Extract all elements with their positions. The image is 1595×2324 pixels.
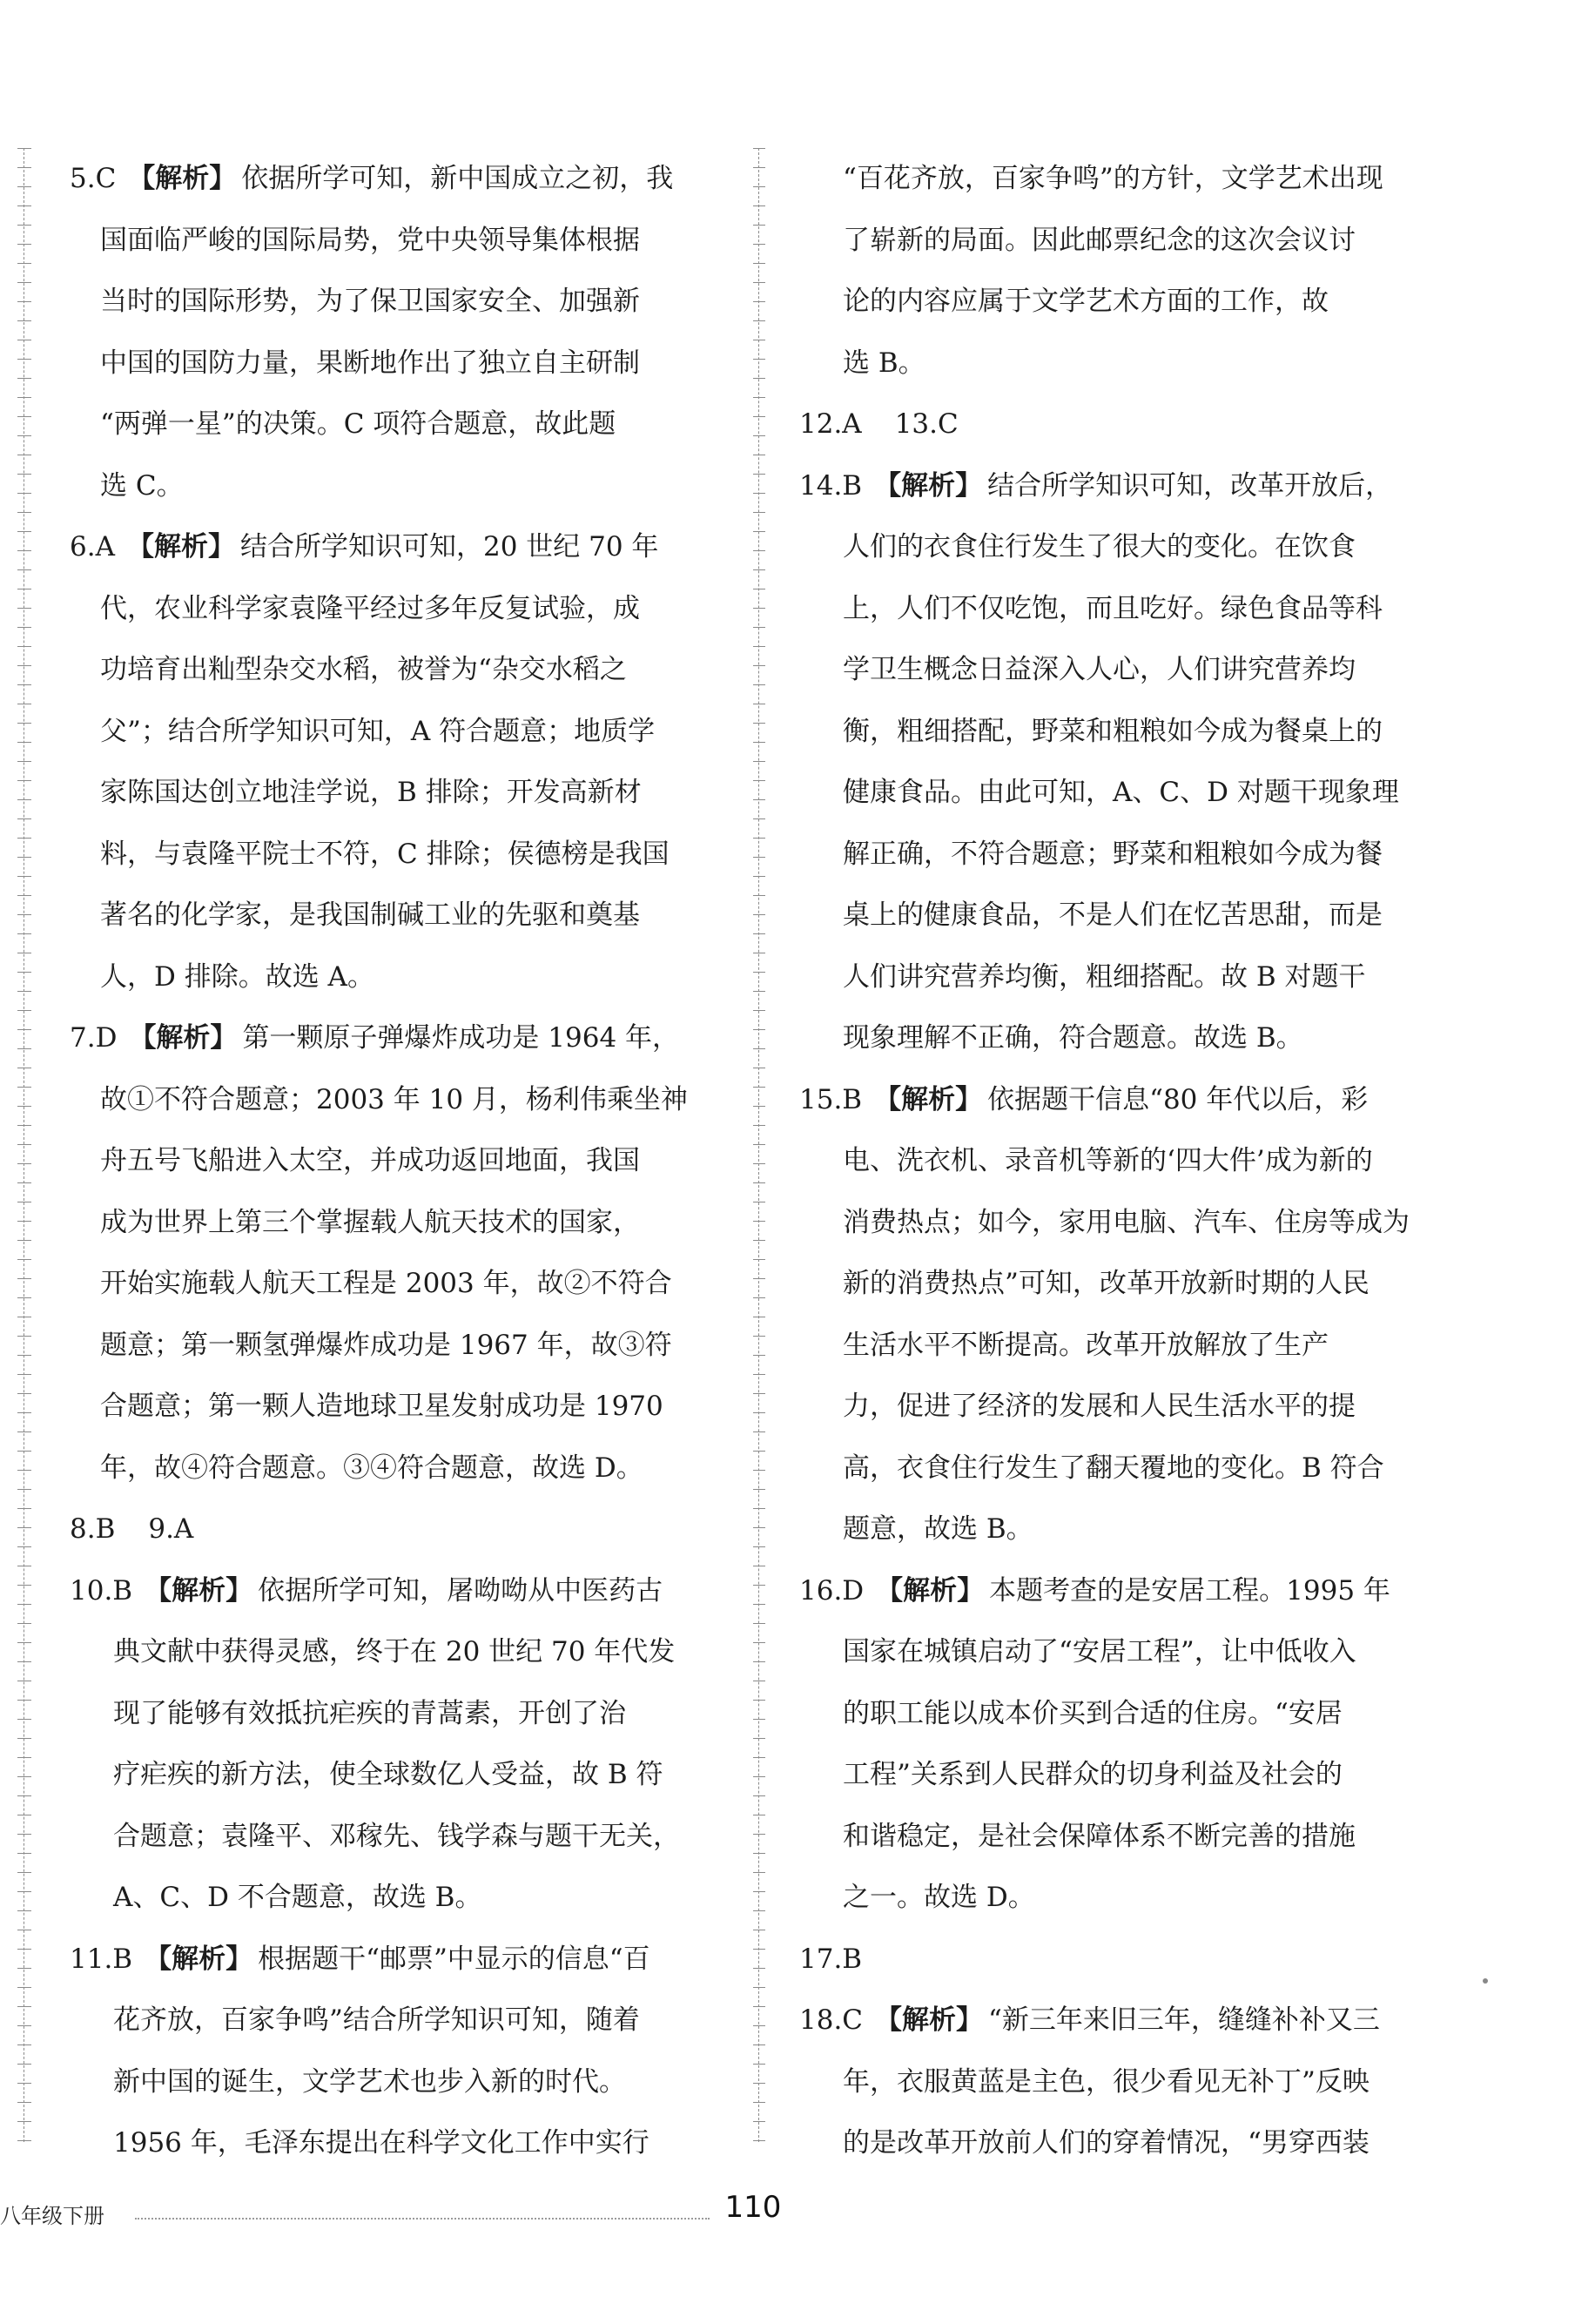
binding-tick (17, 780, 31, 781)
analysis-tag: 【解析】 (126, 531, 235, 562)
binding-tick (17, 1700, 31, 1701)
binding-tick (17, 397, 31, 398)
binding-tick (753, 723, 765, 724)
binding-tick (753, 646, 765, 647)
book-label: 八年级下册 (0, 2204, 104, 2228)
binding-tick (753, 186, 765, 187)
binding-tick (17, 2064, 31, 2065)
binding-tick (17, 2044, 31, 2045)
binding-tick (753, 1719, 765, 1720)
binding-tick (753, 684, 765, 685)
binding-tick (753, 608, 765, 609)
binding-tick (753, 2064, 765, 2065)
analysis-tag: 【解析】 (874, 469, 983, 502)
binding-tick (753, 1355, 765, 1356)
binding-tick (753, 1087, 765, 1088)
binding-tick (17, 512, 31, 513)
binding-tick (17, 723, 31, 724)
answer-item-11-continued: “百花齐放，百家争鸣”的方针，文学艺术出现 了崭新的局面。因此邮票纪念的这次会议讨 论的内容应属于文学艺术方面的工作，故 选 B。 (843, 163, 1383, 379)
binding-tick (17, 186, 31, 187)
binding-tick (753, 1738, 765, 1739)
binding-tick (17, 1374, 31, 1375)
answer-item-18: 18.C 【解析】 “新三年来旧三年，缝缝补补又三 年，衣服黄蓝是主色，很少看见无补丁”反映 的是改革开放前人们的穿着情况，“男穿西装 (799, 2004, 1380, 2159)
binding-tick (17, 1834, 31, 1835)
binding-tick (753, 2140, 765, 2141)
binding-tick (753, 933, 765, 934)
binding-tick (17, 205, 31, 206)
binding-tick (17, 991, 31, 992)
binding-tick (753, 1853, 765, 1854)
binding-tick (17, 799, 31, 800)
binding-tick (17, 1278, 31, 1279)
binding-tick (753, 1795, 765, 1796)
binding-tick (17, 1585, 31, 1586)
analysis-tag: 【解析】 (875, 2004, 984, 2036)
binding-tick (17, 1106, 31, 1107)
binding-tick (753, 876, 765, 877)
answer-item-12-13: 12.A 13.C (799, 408, 959, 440)
binding-tick (753, 282, 765, 283)
answer-item-7: 7.D 【解析】 第一颗原子弹爆炸成功是 1964 年， 故①不符合题意；2003 年 10 月，杨利伟乘坐神 舟五号飞船进入太空，并成功返回地面，我国 成为世界上第三个掌握载人航天技术的国家， 开始实施载人航天工程是 2003 年，故②不符合 题意；第一颗氢弹爆炸成功是 1967 年，故③符 合题意；第一颗人造地球卫星发射成功是 1970 年，故④符合题意。③④符合题意，故选 D。 (70, 1022, 688, 1484)
binding-tick (17, 1355, 31, 1356)
binding-tick (17, 1949, 31, 1950)
binding-tick (17, 914, 31, 915)
binding-tick (753, 474, 765, 475)
binding-tick (753, 991, 765, 992)
binding-tick (17, 1412, 31, 1413)
binding-tick (17, 1489, 31, 1490)
binding-tick (17, 301, 31, 302)
binding-tick (17, 1144, 31, 1145)
binding-tick (17, 474, 31, 475)
binding-tick (17, 2006, 31, 2007)
analysis-tag: 【解析】 (876, 1574, 985, 1607)
binding-tick (17, 608, 31, 609)
binding-tick (17, 742, 31, 743)
binding-tick (753, 1623, 765, 1624)
binding-tick (17, 569, 31, 570)
binding-tick (753, 1182, 765, 1183)
binding-tick (17, 2121, 31, 2122)
binding-tick (17, 550, 31, 551)
binding-tick (17, 263, 31, 264)
binding-tick (753, 914, 765, 915)
binding-tick (753, 1221, 765, 1222)
binding-tick (753, 1987, 765, 1988)
binding-tick (753, 1297, 765, 1298)
binding-tick (17, 1451, 31, 1452)
binding-tick (753, 1910, 765, 1911)
right-column (799, 148, 1439, 2174)
binding-tick (17, 282, 31, 283)
binding-tick (753, 1776, 765, 1777)
column-divider (752, 148, 766, 2142)
binding-tick (753, 1642, 765, 1643)
binding-tick (17, 1431, 31, 1432)
binding-tick (753, 1010, 765, 1011)
binding-tick (17, 2083, 31, 2084)
binding-tick (753, 1949, 765, 1950)
binding-tick (17, 1872, 31, 1873)
footer-dotted-rule (135, 2218, 710, 2220)
binding-tick (17, 1240, 31, 1241)
page-footer (0, 2190, 1595, 2242)
binding-tick (753, 2083, 765, 2084)
binding-tick (753, 857, 765, 858)
binding-tick (17, 933, 31, 934)
binding-tick (753, 1508, 765, 1509)
binding-tick (17, 1987, 31, 1988)
binding-tick (17, 1163, 31, 1164)
binding-tick (753, 1834, 765, 1835)
binding-tick (753, 1278, 765, 1279)
binding-tick (753, 225, 765, 226)
binding-tick (753, 1546, 765, 1547)
binding-tick (17, 1470, 31, 1471)
answer-item-15: 15.B 【解析】 依据题干信息“80 年代以后，彩 电、洗衣机、录音机等新的‘四大件’成为新的 消费热点；如今，家用电脑、汽车、住房等成为 新的消费热点”可知，改革开放新时期的人民 生活水平不断提高。改革开放解放了生产 力，促进了经济的发展和人民生活水平的提 高，衣食住行发生了翻天覆地的变化。B 符合 题意，故选 B。 (799, 1083, 1410, 1545)
binding-tick (17, 1968, 31, 1969)
analysis-tag: 【解析】 (145, 1574, 253, 1607)
binding-tick (753, 1431, 765, 1432)
binding-tick (17, 1546, 31, 1547)
binding-tick (17, 1508, 31, 1509)
binding-tick (17, 2025, 31, 2026)
answer-item-5: 5.C 【解析】 依据所学可知，新中国成立之初，我 国面临严峻的国际局势，党中央领导集体根据 当时的国际形势，为了保卫国家安全、加强新 中国的国防力量，果断地作出了独立自主研制 “两弹一星”的决策。C 项符合题意，故此题 选 C。 (70, 163, 674, 502)
binding-margin (17, 148, 31, 2142)
binding-tick (17, 1623, 31, 1624)
binding-tick (753, 742, 765, 743)
binding-tick (753, 2006, 765, 2007)
binding-tick (17, 1853, 31, 1854)
binding-tick (753, 1240, 765, 1241)
binding-tick (17, 531, 31, 532)
binding-tick (17, 1719, 31, 1720)
binding-tick (17, 1221, 31, 1222)
analysis-tag: 【解析】 (874, 1083, 983, 1115)
binding-tick (753, 416, 765, 417)
binding-tick (753, 761, 765, 762)
binding-tick (17, 435, 31, 436)
answer-item-17: 17.B (799, 1943, 863, 1975)
binding-tick (753, 205, 765, 206)
binding-tick (17, 1776, 31, 1777)
answer-item-14: 14.B 【解析】 结合所学知识可知，改革开放后， 人们的衣食住行发生了很大的变化。在饮食 上，人们不仅吃饱，而且吃好。绿色食品等科 学卫生概念日益深入人心，人们讲究营养均 衡，粗细搭配，野菜和粗粮如今成为餐桌上的 健康食品。由此可知，A、C、D 对题干现象理 解正确，不符合题意；野菜和粗粮如今成为餐 桌上的健康食品，不是人们在忆苦思甜，而是 人们讲究营养均衡，粗细搭配。故 B 对题干 现象理解不正确，符合题意。故选 B。 (799, 469, 1399, 1054)
binding-tick (17, 1048, 31, 1049)
binding-tick (753, 569, 765, 570)
binding-tick (17, 857, 31, 858)
binding-tick (753, 1968, 765, 1969)
binding-tick (17, 378, 31, 379)
binding-tick (17, 627, 31, 628)
binding-tick (753, 167, 765, 168)
binding-tick (17, 493, 31, 494)
binding-tick (753, 493, 765, 494)
binding-tick (17, 665, 31, 666)
binding-tick (17, 167, 31, 168)
binding-tick (753, 550, 765, 551)
binding-tick (17, 1393, 31, 1394)
binding-tick (753, 1757, 765, 1758)
binding-tick (753, 1661, 765, 1662)
binding-tick (753, 1336, 765, 1337)
binding-tick (753, 665, 765, 666)
answer-item-8-9: 8.B 9.A (70, 1513, 194, 1545)
binding-tick (753, 301, 765, 302)
binding-tick (17, 244, 31, 245)
binding-tick (753, 244, 765, 245)
binding-tick (753, 1527, 765, 1528)
binding-tick (753, 531, 765, 532)
binding-tick (17, 148, 31, 149)
binding-tick (753, 1393, 765, 1394)
binding-tick (753, 148, 765, 149)
binding-tick (753, 435, 765, 436)
binding-tick (753, 1489, 765, 1490)
binding-tick (17, 895, 31, 896)
binding-tick (17, 1795, 31, 1796)
binding-tick (753, 1891, 765, 1892)
binding-tick (17, 2140, 31, 2141)
binding-tick (17, 1029, 31, 1030)
binding-tick (753, 1106, 765, 1107)
binding-tick (753, 1700, 765, 1701)
binding-tick (753, 1163, 765, 1164)
binding-tick (753, 627, 765, 628)
binding-tick (17, 1527, 31, 1528)
left-column (70, 148, 710, 2174)
binding-tick (753, 2044, 765, 2045)
binding-tick (753, 818, 765, 819)
binding-tick (753, 2025, 765, 2026)
binding-tick (753, 1029, 765, 1030)
binding-tick (17, 359, 31, 360)
scan-speck (1483, 1978, 1488, 1984)
binding-tick (17, 1757, 31, 1758)
binding-tick (17, 1010, 31, 1011)
answer-item-6: 6.A 【解析】 结合所学知识可知，20 世纪 70 年 代，农业科学家袁隆平经过多年反复试验，成 功培育出籼型杂交水稻，被誉为“杂交水稻之 父”；结合所学知识可知，A 符合题意；地质学 家陈国达创立地洼学说，B 排除；开发高新材 料，与袁隆平院士不符，C 排除；侯德榜是我国 著名的化学家，是我国制碱工业的先驱和奠基 人，D 排除。故选 A。 (70, 531, 670, 993)
binding-tick (17, 1738, 31, 1739)
binding-tick (17, 1087, 31, 1088)
binding-tick (17, 1910, 31, 1911)
binding-tick (753, 2102, 765, 2103)
binding-tick (753, 1604, 765, 1605)
answer-item-10: 10.B 【解析】 依据所学可知，屠呦呦从中医药古 典文献中获得灵感，终于在 20 世纪 70 年代发 现了能够有效抵抗疟疾的青蒿素，开创了治 疗疟疾的新方法，使全球数亿人受益，故 B 符 合题意；袁隆平、邓稼先、钱学森与题干无关， A、C、D 不合题意，故选 B。 (70, 1574, 680, 1913)
binding-tick (17, 1661, 31, 1662)
binding-tick (753, 378, 765, 379)
binding-tick (753, 895, 765, 896)
binding-tick (17, 818, 31, 819)
binding-tick (753, 359, 765, 360)
binding-tick (753, 1374, 765, 1375)
binding-tick (753, 397, 765, 398)
binding-tick (753, 1585, 765, 1586)
binding-tick (17, 1336, 31, 1337)
binding-tick (753, 1144, 765, 1145)
binding-tick (753, 1048, 765, 1049)
binding-tick (753, 2121, 765, 2122)
binding-tick (753, 512, 765, 513)
binding-tick (17, 225, 31, 226)
binding-tick (753, 320, 765, 321)
binding-tick (753, 263, 765, 264)
binding-tick (17, 1182, 31, 1183)
binding-tick (17, 416, 31, 417)
binding-tick (753, 1470, 765, 1471)
binding-tick (753, 972, 765, 973)
binding-tick (753, 838, 765, 839)
binding-tick (17, 1125, 31, 1126)
analysis-tag: 【解析】 (128, 163, 237, 194)
binding-tick (17, 320, 31, 321)
binding-tick (17, 1642, 31, 1643)
binding-tick (753, 1451, 765, 1452)
binding-tick (17, 2102, 31, 2103)
binding-tick (17, 1604, 31, 1605)
binding-tick (17, 646, 31, 647)
binding-tick (17, 684, 31, 685)
binding-tick (17, 1297, 31, 1298)
binding-tick (17, 876, 31, 877)
binding-tick (753, 1412, 765, 1413)
binding-tick (753, 1259, 765, 1260)
binding-tick (753, 799, 765, 800)
binding-tick (17, 1259, 31, 1260)
binding-tick (17, 761, 31, 762)
binding-tick (17, 838, 31, 839)
analysis-tag: 【解析】 (129, 1022, 238, 1054)
binding-tick (753, 1125, 765, 1126)
binding-tick (17, 972, 31, 973)
answer-item-16: 16.D 【解析】 本题考查的是安居工程。1995 年 国家在城镇启动了“安居工程”，让中低收入 的职工能以成本价买到合适的住房。“安居 工程”关系到人民群众的切身利益及社会的 和谐稳定，是社会保障体系不断完善的措施 之一。故选 D。 (799, 1574, 1390, 1913)
answer-item-11: 11.B 【解析】 根据题干“邮票”中显示的信息“百 花齐放，百家争鸣”结合所学知识可知，随着 新中国的诞生，文学艺术也步入新的时代。 1956 年，毛泽东提出在科学文化工作中实行 (70, 1943, 650, 2159)
binding-tick (753, 780, 765, 781)
binding-tick (753, 1872, 765, 1873)
binding-tick (17, 1891, 31, 1892)
analysis-tag: 【解析】 (145, 1943, 253, 1975)
page-number: 110 (724, 2190, 782, 2225)
